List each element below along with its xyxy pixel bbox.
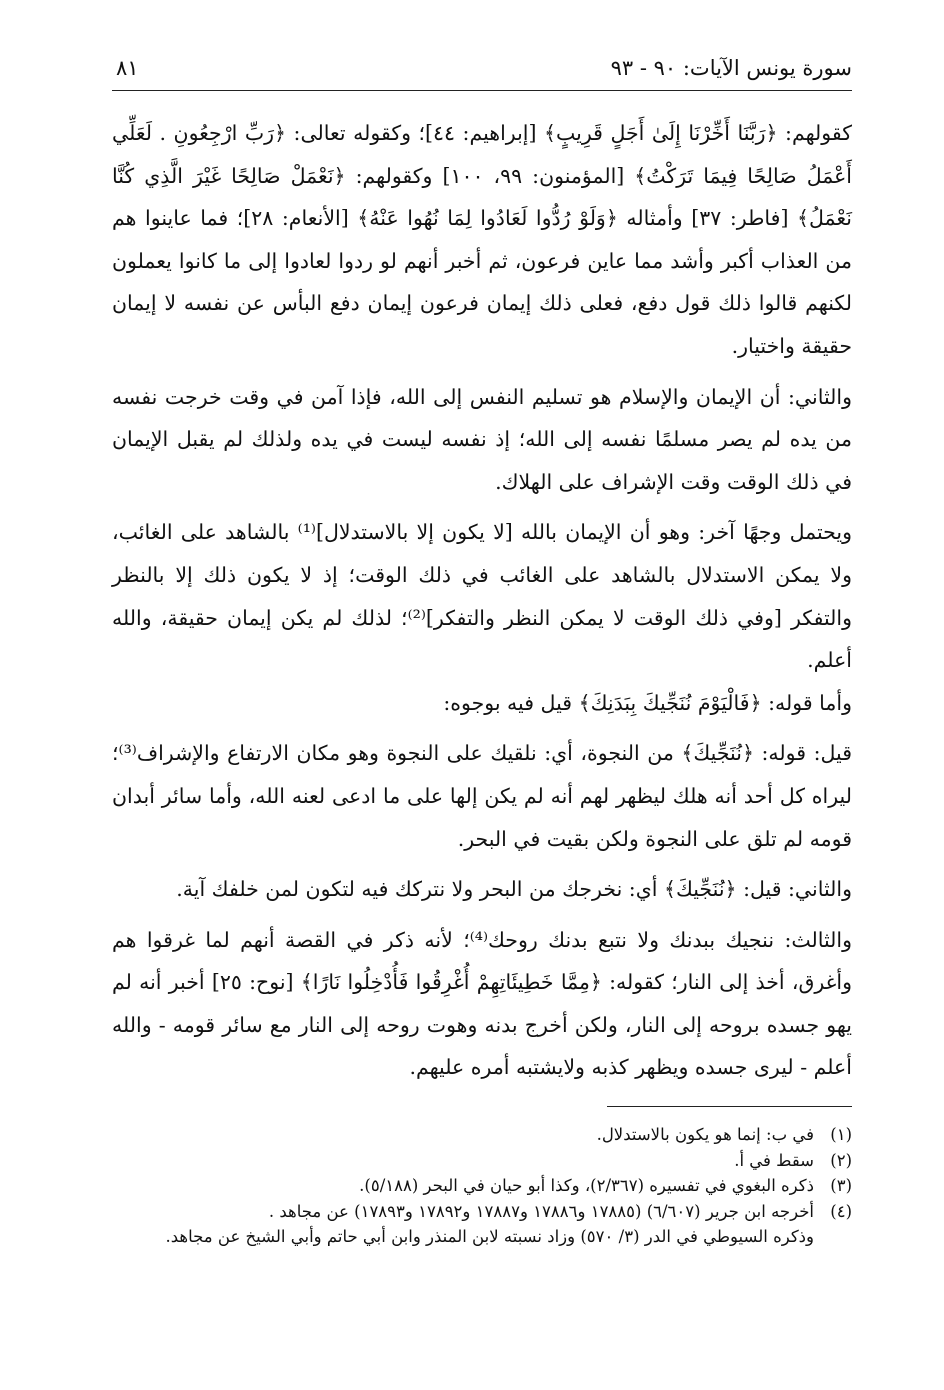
page-number: ٨١ <box>116 56 139 80</box>
paragraph: ويحتمل وجهًا آخر: وهو أن الإيمان بالله [لا يكون إلا بالاستدلال]⁽¹⁾ بالشاهد على الغائب، ولا يمكن الاستدلال بالشاهد على الغائب في ذلك الوقت؛ إذ لا يكون ذلك إلا بالنظر والتفكر [وفي ذلك الوقت لا يمكن النظر والتفكر]⁽²⁾؛ لذلك لم يكن إيمان حقيقة، والله أعلم. <box>112 520 852 673</box>
running-title: سورة يونس الآيات: ٩٠ - ٩٣ <box>610 56 852 80</box>
footnote-text: في ب: إنما هو يكون بالاستدلال. <box>596 1125 814 1144</box>
paragraph: وأما قوله: ﴿فَالْيَوْمَ نُنَجِّيكَ بِبَدَنِكَ﴾ قيل فيه بوجوه: <box>443 690 852 715</box>
footnote-separator <box>607 1106 852 1107</box>
footnote-text: سقط في أ. <box>734 1150 814 1170</box>
footnote-text: أخرجه ابن جرير (٦/٦٠٧) (١٧٨٨٥ و١٧٨٨٦ و١٧٨٨٧ و١٧٨٩٢ و١٧٨٩٣) عن مجاهد . <box>268 1201 814 1221</box>
paragraph: قيل: قوله: ﴿نُنَجِّيكَ﴾ من النجوة، أي: نلقيك على النجوة وهو مكان الارتفاع والإشراف⁽³⁾؛ ليراه كل أحد أنه هلك ليظهر لهم أنه لم يكن إلها على ما ادعى لعنه الله، وأما سائر أبدان قومه لم تلق على النجوة ولكن بقيت في البحر. <box>112 741 852 851</box>
footnotes <box>112 1122 852 1250</box>
paragraph: والثالث: ننجيك ببدنك ولا نتبع بدنك روحك⁽⁴⁾؛ لأنه ذكر في القصة أنهم لما غرقوا هم وأغرق، أخذ إلى النار؛ كقوله: ﴿مِمَّا خَطِيئَاتِهِمْ أُغْرِقُوا فَأُدْخِلُوا نَارًا﴾ [نوح: ٢٥] أخبر أنه لم يهو جسده بروحه إلى النار، ولكن أخرج بدنه وهوت روحه إلى النار مع سائر قومه - والله أعلم - ليرى جسده ويظهر كذبه ولايشتبه أمره عليهم. <box>112 927 853 1080</box>
footnote-number: (٣) <box>830 1176 852 1195</box>
footnote <box>112 1173 852 1199</box>
footnote-number: (١) <box>830 1125 852 1144</box>
footnote <box>112 1199 852 1225</box>
footnote-continuation <box>112 1224 852 1250</box>
paragraph: كقولهم: ﴿رَبَّنَا أَخِّرْنَا إِلَىٰ أَجَلٍ قَرِيبٍ﴾ [إبراهيم: ٤٤]؛ وكقوله تعالى: ﴿رَبِّ ارْجِعُونِ . لَعَلِّي أَعْمَلُ صَالِحًا فِيمَا تَرَكْتُ﴾ [المؤمنون: ٩٩، ١٠٠] وكقولهم: ﴿نَعْمَلْ صَالِحًا غَيْرَ الَّذِي كُنَّا نَعْمَلُ﴾ [فاطر: ٣٧] وأمثاله ﴿وَلَوْ رُدُّوا لَعَادُوا لِمَا نُهُوا عَنْهُ﴾ [الأنعام: ٢٨]؛ فما عاينوا هم من العذاب أكبر وأشد مما عاين فرعون، ثم أخبر أنهم لو ردوا لعادوا إلى ما كانوا يعملون لكنهم قالوا ذلك قول دفع، فعلى ذلك إيمان فرعون إيمان دفع البأس عن نفسه لا إيمان حقيقة واختيار. <box>112 121 853 358</box>
footnote-text: وذكره السيوطي في الدر (٣/ ٥٧٠) وزاد نسبته لابن المنذر وابن أبي حاتم وأبي الشيخ عن مجاهد. <box>165 1227 814 1246</box>
footnote-text: ذكره البغوي في تفسيره (٢/٣٦٧)، وكذا أبو حيان في البحر (٥/١٨٨). <box>359 1176 814 1195</box>
page-header <box>112 52 852 91</box>
footnote-number: (٤) <box>830 1201 852 1221</box>
footnote <box>112 1122 852 1148</box>
footnote <box>112 1148 852 1174</box>
paragraph: والثاني: أن الإيمان والإسلام هو تسليم النفس إلى الله، فإذا آمن في وقت خرجت نفسه من يده لم يصر مسلمًا نفسه إلى الله؛ إذ نفسه ليست في يده ولذلك لم يقبل الإيمان في ذلك الوقت وقت الإشراف على الهلاك. <box>112 384 852 494</box>
main-text <box>112 112 852 1089</box>
paragraph: والثاني: قيل: ﴿نُنَجِّيكَ﴾ أي: نخرجك من البحر ولا نتركك فيه لتكون لمن خلفك آية. <box>176 877 852 902</box>
footnote-number: (٢) <box>830 1150 852 1170</box>
